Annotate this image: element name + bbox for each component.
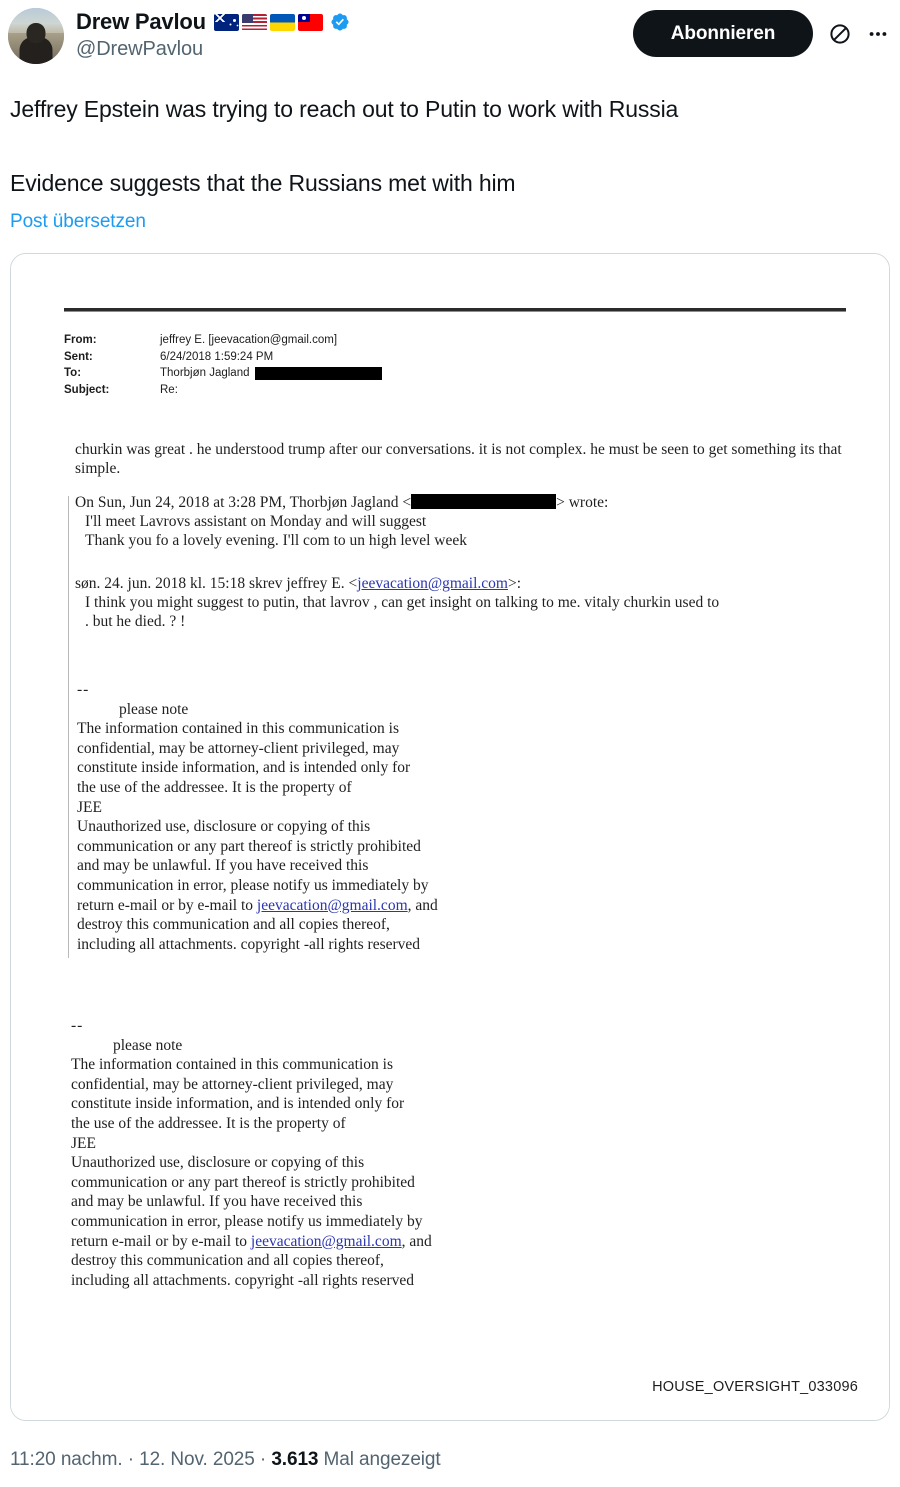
disclaimer-1-line-6: Unauthorized use, disclosure or copying of this [77,818,371,836]
quote-2-header-email-link[interactable]: jeevacation@gmail.com [357,575,508,592]
document-image [11,254,890,1421]
disclaimer-1-dashes: -- [77,681,90,698]
disclaimer-2-dashes: -- [71,1017,84,1034]
email-label-sent: Sent: [64,350,93,363]
flag-taiwan-icon [298,14,323,31]
disclaimer-1-email-link[interactable]: jeevacation@gmail.com [256,896,408,914]
post-date: 12. Nov. 2025 [139,1449,255,1470]
email-quote-block-2 [75,574,855,631]
quote-1-header-prefix: On Sun, Jun 24, 2018 at 3:28 PM, Thorbjøn Jagland < [75,494,412,511]
disclaimer-1-line-12: including all attachments. copyright -all rights reserved [77,935,421,953]
not-interested-icon[interactable] [824,18,856,50]
disclaimer-2-line-6: Unauthorized use, disclosure or copying of this [71,1154,365,1172]
email-field-sent [64,349,564,366]
disclaimer-1-line-3: constitute inside information, and is intended only for [77,759,411,777]
disclaimer-2-please-note: please note [113,1036,183,1054]
translate-post-link[interactable]: Post übersetzen [10,211,146,232]
email-header-fields [64,332,564,398]
disclaimer-2-line-3: constitute inside information, and is intended only for [71,1095,405,1113]
redaction-bar [255,367,382,380]
disclaimer-1-line-7: communication or any part thereof is strictly prohibited [77,837,421,855]
quote-1-line-2: Thank you fo a lovely evening. I'll com to un high level week [85,532,468,549]
disclaimer-2-line-5: JEE [71,1134,96,1152]
disclaimer-1-line-10-post: , and [407,896,438,914]
disclaimer-1-line-2: confidential, may be attorney-client privileged, may [77,739,400,757]
subscribe-button[interactable]: Abonnieren [633,10,813,57]
quote-1-line-1: I'll meet Lavrovs assistant on Monday and will suggest [85,513,427,530]
email-value-sent: 6/24/2018 1:59:24 PM [160,350,274,363]
disclaimer-1-line-5: JEE [77,798,102,816]
more-options-icon[interactable] [862,18,894,50]
disclaimer-2-line-10-pre: return e-mail or by e-mail to [71,1232,251,1250]
bates-number: HOUSE_OVERSIGHT_033096 [652,1379,858,1395]
view-count-label: Mal angezeigt [318,1449,441,1470]
tweet-header [0,0,900,70]
flag-australia-icon [214,14,239,31]
flag-emojis [214,14,325,31]
email-quote-block-1 [75,493,775,550]
account-handle[interactable]: @DrewPavlou [76,38,204,60]
verified-badge-icon[interactable] [330,12,350,32]
disclaimer-1-line-9: communication in error, please notify us immediately by [77,876,429,894]
redaction-bar-inline [411,494,556,509]
quote-1-header [75,493,775,512]
email-value-subject: Re: [160,383,178,396]
document-top-rule [64,308,846,312]
disclaimer-2-email-link[interactable]: jeevacation@gmail.com [250,1232,402,1250]
disclaimer-2-line-1: The information contained in this communication is [71,1056,393,1074]
meta-separator-1: · [122,1449,140,1470]
disclaimer-2-line-11: destroy this communication and all copies thereof, [71,1252,384,1270]
disclaimer-2-line-12: including all attachments. copyright -all rights reserved [71,1271,415,1289]
quote-2-header-prefix: søn. 24. jun. 2018 kl. 15:18 skrev jeffrey E. < [75,575,358,592]
quote-indent-bar [68,496,69,958]
quote-2-header-suffix: >: [507,575,522,592]
avatar[interactable] [8,8,64,64]
disclaimer-2-line-10 [71,1232,591,1252]
confidentiality-disclaimer-1 [77,680,597,954]
tweet-line-2: Evidence suggests that the Russians met with him [10,170,516,196]
disclaimer-2-line-10-post: , and [401,1232,432,1250]
email-field-subject [64,382,564,399]
tweet-body-text [10,94,890,198]
email-body-paragraph: churkin was great . he understood trump after our conversations. it is not complex. he must be seen to get something its that simple. [75,441,842,477]
email-value-to [160,365,564,382]
tweet-line-1: Jeffrey Epstein was trying to reach out to Putin to work with Russia [10,96,679,122]
media-card[interactable] [10,253,890,1421]
post-time: 11:20 nachm. [10,1449,123,1470]
view-count: 3.613 [271,1449,319,1470]
confidentiality-disclaimer-2 [71,1016,591,1290]
quote-2-line-2: . but he died. ? ! [85,613,186,630]
meta-separator-2: · [254,1449,272,1470]
email-label-to: To: [64,367,82,379]
tweet-blank-line [10,124,890,168]
quote-2-line-1: I think you might suggest to putin, that lavrov , can get insight on talking to me. vitaly churkin used to [85,594,720,611]
quote-1-header-suffix: > wrote: [556,494,609,511]
post-metadata [10,1449,441,1471]
email-to-name: Thorbjøn Jagland [160,367,250,379]
flag-ukraine-icon [270,14,295,31]
flag-usa-icon [242,14,267,31]
disclaimer-1-line-1: The information contained in this communication is [77,720,399,738]
disclaimer-1-please-note: please note [119,700,189,718]
disclaimer-1-line-10 [77,896,597,916]
disclaimer-1-line-10-pre: return e-mail or by e-mail to [77,896,257,914]
quote-2-header [75,574,855,593]
disclaimer-1-line-8: and may be unlawful. If you have received this [77,857,369,875]
email-field-to [64,365,564,382]
email-value-from: jeffrey E. [jeevacation@gmail.com] [160,334,338,346]
email-label-subject: Subject: [64,383,110,396]
disclaimer-2-line-8: and may be unlawful. If you have received this [71,1193,363,1211]
avatar-person-hair [27,23,46,43]
disclaimer-2-line-4: the use of the addressee. It is the property of [71,1114,346,1132]
disclaimer-1-line-11: destroy this communication and all copies thereof, [77,916,390,934]
display-name[interactable]: Drew Pavlou [76,9,206,35]
account-name-block [76,8,350,62]
disclaimer-2-line-9: communication in error, please notify us immediately by [71,1212,423,1230]
email-label-from: From: [64,334,97,346]
disclaimer-2-line-7: communication or any part thereof is strictly prohibited [71,1173,415,1191]
disclaimer-1-line-4: the use of the addressee. It is the property of [77,778,352,796]
disclaimer-2-line-2: confidential, may be attorney-client privileged, may [71,1075,394,1093]
email-field-from [64,332,564,349]
